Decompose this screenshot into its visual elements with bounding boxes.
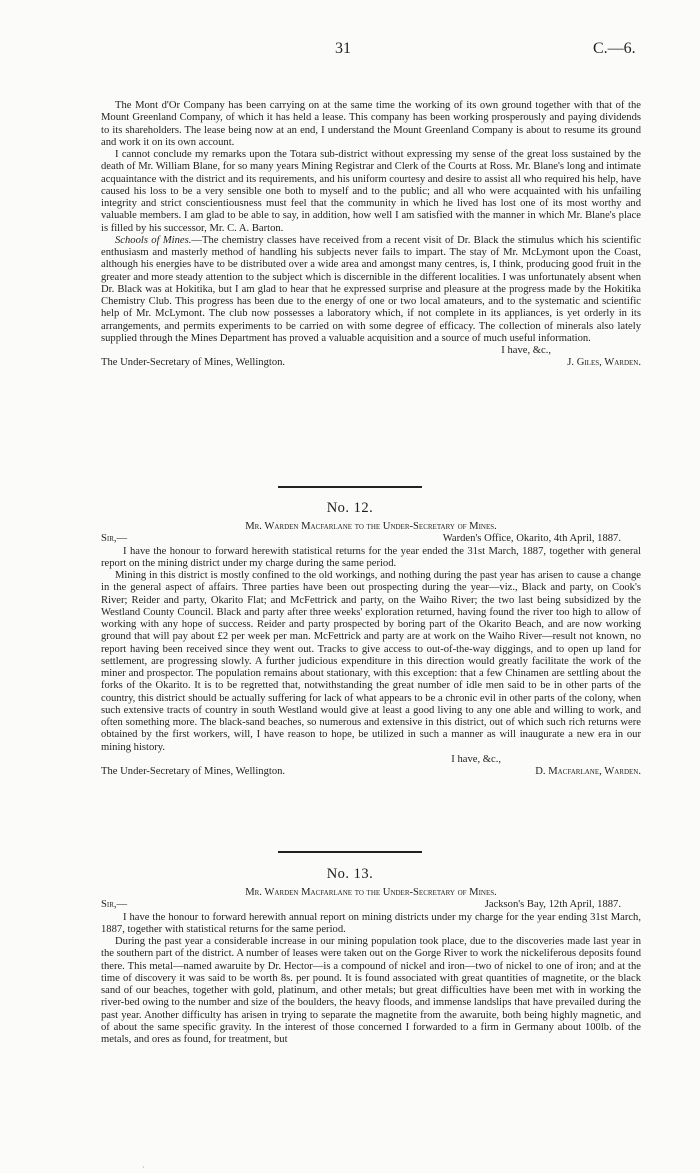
- letter-no-13: [101, 887, 641, 1046]
- schools-heading: Schools of Mines.: [115, 234, 192, 246]
- signature-row-giles: [101, 357, 641, 369]
- section-divider: [278, 486, 422, 488]
- addressee-12: The Under-Secretary of Mines, Wellington.: [101, 766, 286, 777]
- section-divider: [278, 851, 422, 853]
- letter-title-12: Mr. Warden Macfarlane to the Under-Secretary of Mines.: [245, 521, 497, 532]
- signature-12: D. Macfarlane, Warden.: [535, 766, 641, 777]
- document-reference: C.—6.: [593, 40, 636, 57]
- paragraph-totara-blane: I cannot conclude my remarks upon the Totara sub-district without expressing my sense of the great loss sustained by the death of Mr. William Blane, for so many years Mining Registrar and Clerk of the Courts at Ross. Mr. Blane's long and intimate acquaintance with the district and its requirements, and his uniform courtesy and desire to assist all who required his help, have caused his loss to be a very sensible one both to myself and to the public; and all who were acquainted with his unfailing integrity and strict conscientiousness must feel that the community in which he lived has lost one of its most worthy and valuable members. I am glad to be able to say, in addition, how well I am satisfied with the manner in which Mr. Blane's place is filled by his successor, Mr. C. A. Barton.: [101, 149, 641, 234]
- paragraph-13-population: During the past year a considerable increase in our mining population took place, due to the discoveries made last year in the southern part of the district. A number of leases were taken out on the Gorge River to work the nickeliferous deposits found there. This metal—named awaruite by Dr. Hector—is a compound of nickel and iron—two of nickel to one of iron; and at the time of discovery it was said to be worth 8s. per pound. It is found associated with great quantities of magnetite, or the black sand of our beaches, together with gold, platinum, and other metals; but great difficulties have been met with in working the river-bed owing to the number and size of the boulders, the heavy floods, and immense landslips that have prevailed during the past year. Another difficulty has arisen in trying to separate the magnetite from the awaruite, both being highly magnetic, and of about the same specific gravity. In the interest of those concerned I forwarded to a firm in Germany about 100lb. of the metals, and ores as found, for treatment, but: [101, 936, 641, 1045]
- section-number-13: No. 13.: [326, 866, 374, 882]
- section-number-12: No. 12.: [326, 500, 374, 516]
- salutation-row-13: [101, 899, 641, 911]
- closing-giles: I have, &c.,: [501, 345, 551, 356]
- salutation-13: Sir,—: [101, 899, 128, 911]
- addressee-giles: The Under-Secretary of Mines, Wellington.: [101, 357, 286, 369]
- dateline-12: Warden's Office, Okarito, 4th April, 1887.: [442, 533, 621, 545]
- salutation-12: Sir,—: [101, 533, 128, 545]
- paragraph-12-intro: I have the honour to forward herewith statistical returns for the year ended the 31st March, 1887, together with general report on the mining district under my charge during the same period.: [101, 545, 641, 569]
- paragraph-mont-dor: The Mont d'Or Company has been carrying on at the same time the working of its own ground together with that of the Mount Greenland Company, of which it has held a lease. This company has been working prosperously and paying dividends to its shareholders. The lease being now at an end, I understand the Mount Greenland Company is about to resume its ground and work it on its own account.: [101, 100, 641, 148]
- paragraph-12-mining: Mining in this district is mostly confined to the old workings, and nothing during the past year has arisen to cause a change in the general aspect of affairs. Three parties have been out prospecting during the year—viz., Black and party, on Cook's River; Reider and party, Okarito Flat; and McFettrick and party, on the Waiho River; the two last being subsidized by the Westland County Council. Black and party after three weeks' exploration returned, having found the river too high to allow of working with any hope of success. Reider and party prospected by boring part of the Okarito Beach, and are now working ground that will pay about £2 per week per man. McFettrick and party are at work on the Waiho River—result not known, no report having been received since they went out. Tracks to give access to out-of-the-way diggings, and to open up land for settlement, are progressing slowly. A further judicious expenditure in this direction would greatly facilitate the work of the miner and prospector. The population remains about stationary, with this exception: that a few Chinamen are settling about the forks of the Okarito. It is to be regretted that, notwithstanding the great number of idle men said to be in other parts of the country, this district should be actually suffering for lack of what appears to be a chronic evil in other parts of the colony, when such extensive tracts of country in south Westland would give at least a good living to any one able and willing to work, and often something more. The black-sand beaches, so numerous and extensive in this district, out of which such rich returns were obtained by the first workers, will, I have reason to hope, be utilized in such a manner as will inaugurate a new era in our mining history.: [101, 570, 641, 753]
- paragraph-13-intro: I have the honour to forward herewith annual report on mining districts under my charge for the year ending 31st March, 1887, together with statistical returns for the same period.: [101, 911, 641, 935]
- footer-mark: ·: [142, 1163, 145, 1172]
- closing-12: I have, &c.,: [451, 753, 501, 765]
- letter-no-12: [101, 521, 641, 778]
- dateline-13: Jackson's Bay, 12th April, 1887.: [484, 899, 621, 911]
- letter-title-13: Mr. Warden Macfarlane to the Under-Secretary of Mines.: [245, 887, 497, 898]
- signature-row-12: [101, 766, 641, 778]
- paragraph-schools-of-mines: [101, 235, 641, 345]
- signature-giles: J. Giles, Warden.: [567, 357, 641, 369]
- schools-text: —The chemistry classes have received from a recent visit of Dr. Black the stimulus which his scientific enthusiasm and masterly method of handling his subjects never fails to impart. The stay of Mr. McLymont upon the Coast, although his energies have to be distributed over a wide area and amongst many centres, is, I think, producing good fruit in the greater and more steady attention to the subject which is discernible in the different localities. I was unfortunately absent when Dr. Black was at Hokitika, but I am glad to hear that he expressed surprise and pleasure at the progress made by the Hokitika Chemistry Club. This progress has been due to the energy of one or two local amateurs, and to the systematic and scientific help of Mr. McLymont. The club now possesses a laboratory which, if not complete in its appliances, is yet orderly in its arrangements, and permits experiments to be carried on with some degree of efficacy. The collection of minerals also lately supplied through the Mines Department has proved a valuable acquisition and a source of much useful information.: [101, 234, 641, 344]
- page-number: 31: [335, 40, 351, 57]
- salutation-row-12: [101, 533, 641, 545]
- giles-report: [101, 100, 641, 370]
